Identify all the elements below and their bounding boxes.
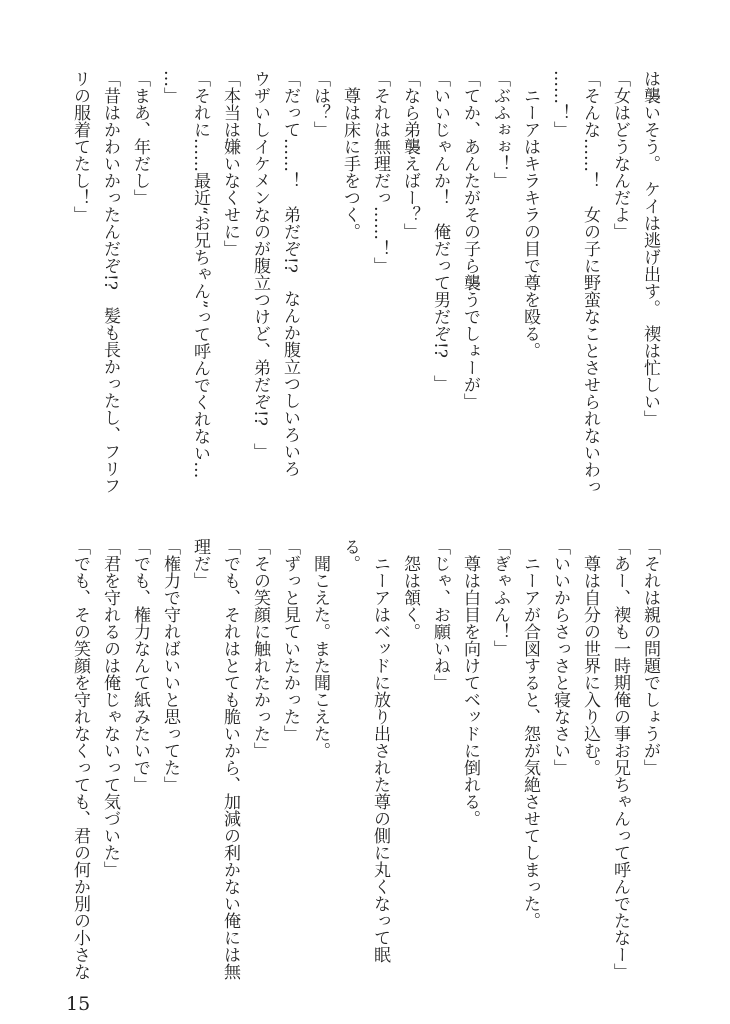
text-line: 「ずっと見ていたかった」 — [280, 538, 300, 742]
text-line: ニーアが合図すると、怨が気絶させてしまった。 — [520, 538, 540, 929]
text-line: ニーアはベッドに放り出された尊の側に丸くなって眠 — [370, 538, 390, 963]
text-line: 聞こえた。また聞こえた。 — [310, 538, 330, 759]
text-line: 「昔はかわいかったんだぞ!? 髪も長かったし、フリフ — [100, 70, 120, 494]
page-number: 15 — [66, 993, 91, 1015]
text-line: 「だって……！ 弟だぞ!? なんか腹立つしいろいろ — [280, 70, 300, 477]
text-line: 尊は白目を向けてベッドに倒れる。 — [460, 538, 480, 827]
text-line: 「それに……最近“お兄ちゃん”って呼んでくれない… — [190, 70, 210, 479]
text-line: 「は？」 — [310, 70, 330, 138]
text-line: 「君を守れるのは俺じゃないって気づいた」 — [100, 538, 120, 878]
text-line: …」 — [160, 70, 180, 104]
text-line: 「いいじゃんか！ 俺だって男だぞ!? 」 — [430, 70, 450, 392]
text-line: 「権力で守ればいいと思ってた」 — [160, 538, 180, 793]
text-line: る。 — [340, 538, 360, 572]
text-line: 理だ」 — [190, 538, 210, 589]
text-line: 「でも、権力なんて紙みたいで」 — [130, 538, 150, 793]
text-line: リの服着てたし！」 — [70, 70, 90, 223]
text-line: 「てか、あんたがその子ら襲うでしょーが」 — [460, 70, 480, 410]
text-line: 「でも、その笑顔を守れなくっても、君の何か別の小さな — [70, 538, 90, 980]
text-line: ……！」 — [550, 70, 570, 138]
text-line: 「じゃ、お願いね」 — [430, 538, 450, 691]
text-line: 「ぶふぉぉ！」 — [490, 70, 510, 189]
text-line: 怨は頷く。 — [400, 538, 420, 640]
lower-text-block — [65, 538, 665, 988]
text-line: 「そんな……！ 女の子に野蛮なことさせられないわっ — [580, 70, 600, 495]
text-line: 「まあ、年だし」 — [130, 70, 150, 206]
text-line: 「女はどうなんだよ」 — [610, 70, 630, 240]
upper-text-block — [65, 70, 665, 520]
text-line: 「でも、それはとても脆いから、加減の利かない俺には無 — [220, 538, 240, 980]
text-line: 尊は自分の世界に入り込む。 — [580, 538, 600, 776]
text-line: ウザいしイケメンなのが腹立つけど、弟だぞ!? 」 — [250, 70, 270, 460]
text-line: 「ぎゃふん！」 — [490, 538, 510, 657]
text-line: 「本当は嫌いなくせに」 — [220, 70, 240, 257]
text-line: は襲いそう。 ケイは逃げ出す。 禊は忙しい」 — [640, 70, 660, 427]
text-line: 「それは無理だっ……！」 — [370, 70, 390, 274]
text-line: 「あー、禊も一時期俺の事お兄ちゃんって呼んでたなー」 — [610, 538, 630, 980]
text-line: ニーアはキラキラの目で尊を殴る。 — [520, 70, 540, 359]
text-line: 「いいからさっさと寝なさい」 — [550, 538, 570, 776]
text-line: 「なら弟襲えばー？」 — [400, 70, 420, 240]
text-line: 「その笑顔に触れたかった」 — [250, 538, 270, 759]
text-line: 尊は床に手をつく。 — [340, 70, 360, 240]
text-line: 「それは親の問題でしょうが」 — [640, 538, 660, 776]
